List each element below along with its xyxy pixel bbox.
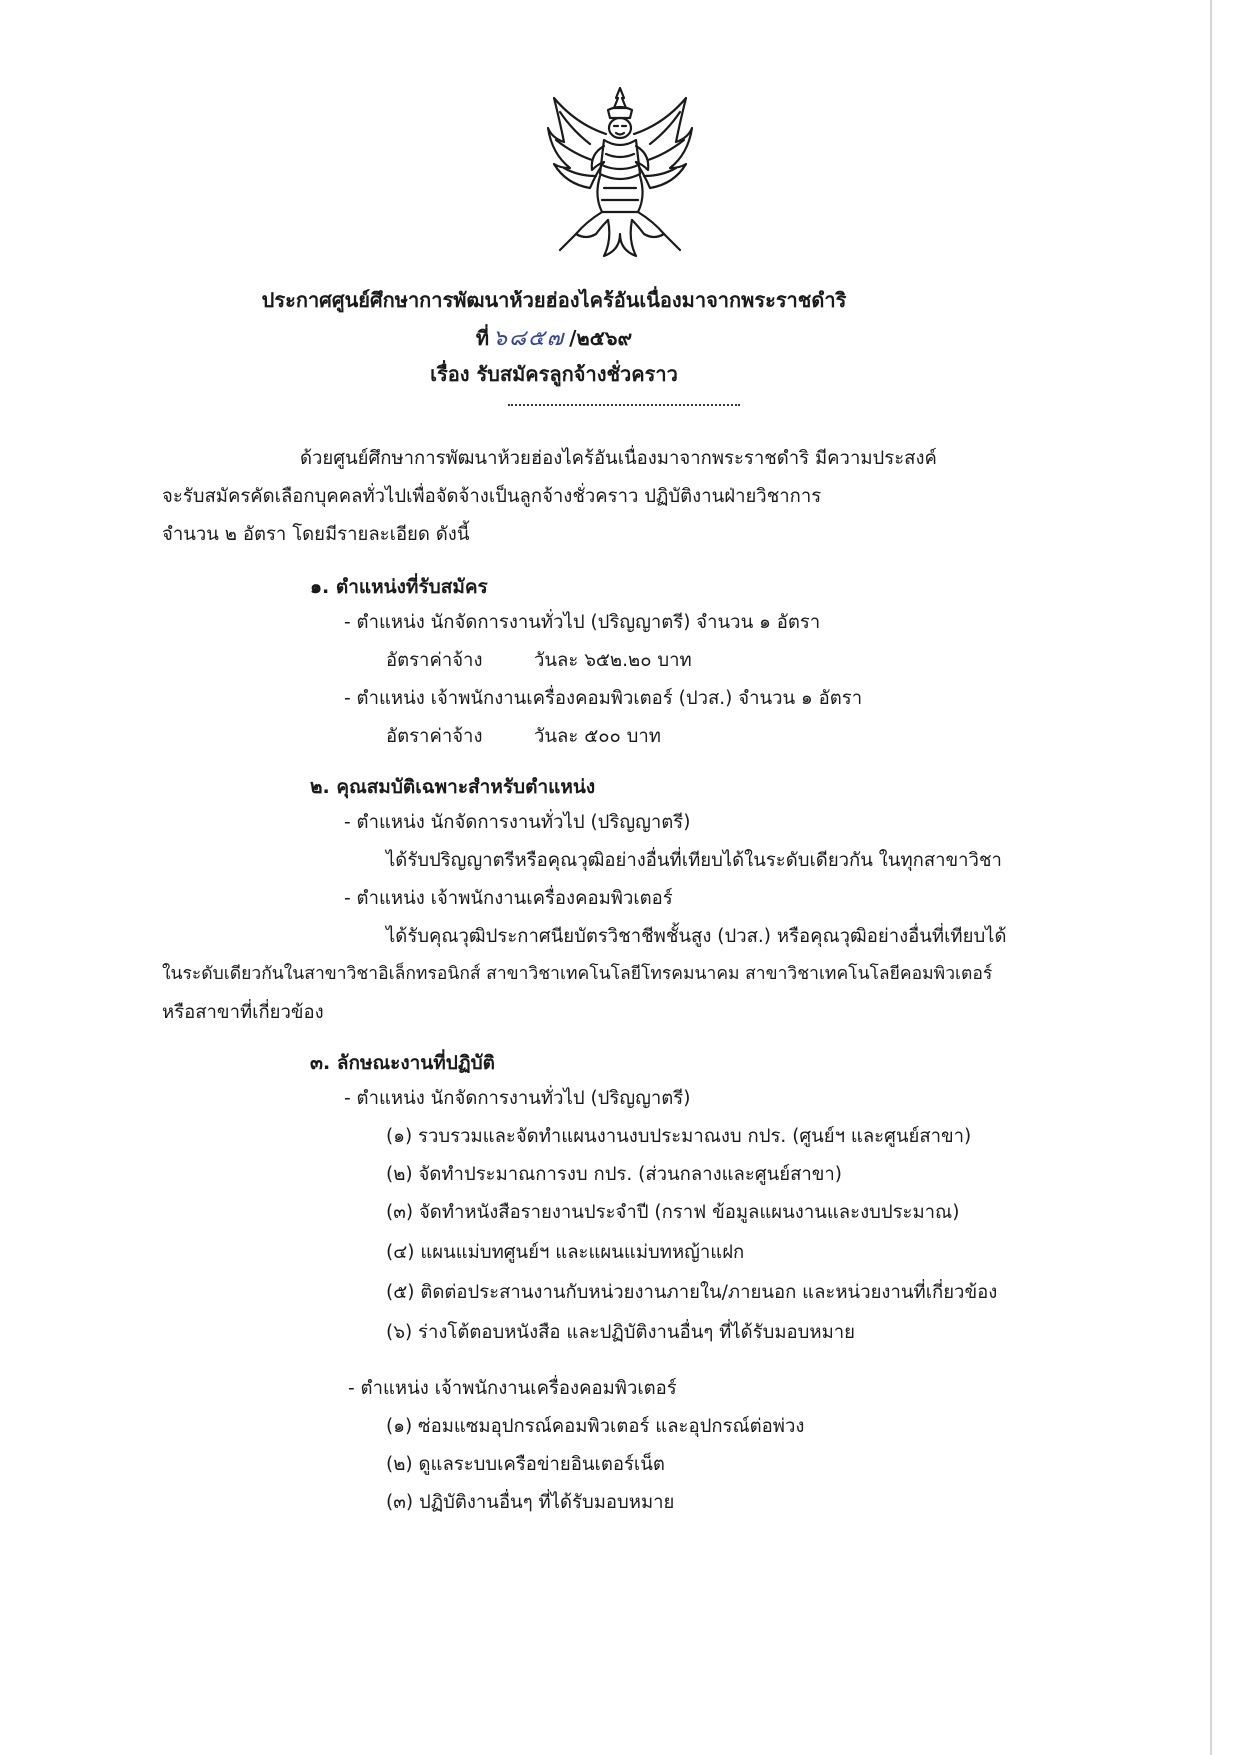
section-heading: ๑. ตำแหน่งที่รับสมัคร	[310, 576, 488, 598]
duty-item: (๒) ดูแลระบบเครือข่ายอินเตอร์เน็ต	[386, 1454, 665, 1475]
scan-edge-line	[1210, 0, 1212, 1755]
qualification-text: ได้รับคุณวุฒิประกาศนียบัตรวิชาชีพชั้นสูง (ปวส.) หรือคุณวุฒิอย่างอื่นที่เทียบได้	[386, 926, 1007, 947]
garuda-emblem-icon	[546, 84, 694, 262]
position-line: - ตำแหน่ง นักจัดการงานทั่วไป (ปริญญาตรี)	[344, 812, 691, 833]
duty-item: (๓) จัดทำหนังสือรายงานประจำปี (กราฟ ข้อมูลแผนงานและงบประมาณ)	[386, 1202, 960, 1223]
wage-value: วันละ ๕๐๐ บาท	[534, 726, 661, 747]
announcement-subject: เรื่อง รับสมัครลูกจ้างชั่วคราว	[430, 362, 678, 386]
duty-item: (๖) ร่างโต้ตอบหนังสือ และปฏิบัติงานอื่นๆ ที่ได้รับมอบหมาย	[386, 1322, 856, 1343]
handwritten-number: ๖๘๕๗	[493, 326, 566, 351]
position-line: - ตำแหน่ง นักจัดการงานทั่วไป (ปริญญาตรี) จำนวน ๑ อัตรา	[344, 612, 821, 633]
qualification-text: หรือสาขาที่เกี่ยวข้อง	[162, 1002, 324, 1023]
number-label: ที่	[475, 326, 490, 350]
duty-item: (๑) ซ่อมแซมอุปกรณ์คอมพิวเตอร์ และอุปกรณ์ต่อพ่วง	[386, 1416, 805, 1437]
duty-item: (๔) แผนแม่บทศูนย์ฯ และแผนแม่บทหญ้าแฝก	[386, 1242, 745, 1263]
number-year: /๒๕๖๙	[569, 326, 633, 350]
position-line: - ตำแหน่ง นักจัดการงานทั่วไป (ปริญญาตรี)	[344, 1088, 691, 1109]
position-line: - ตำแหน่ง เจ้าพนักงานเครื่องคอมพิวเตอร์	[348, 1378, 677, 1399]
position-line: - ตำแหน่ง เจ้าพนักงานเครื่องคอมพิวเตอร์ (ปวส.) จำนวน ๑ อัตรา	[344, 688, 863, 709]
wage-label: อัตราค่าจ้าง	[386, 650, 483, 671]
wage-label: อัตราค่าจ้าง	[386, 726, 483, 747]
qualification-text: ในระดับเดียวกันในสาขาวิชาอิเล็กทรอนิกส์ สาขาวิชาเทคโนโลยีโทรคมนาคม สาขาวิชาเทคโนโลยีคอมพิวเตอร์	[162, 964, 993, 984]
duty-item: (๓) ปฏิบัติงานอื่นๆ ที่ได้รับมอบหมาย	[386, 1492, 675, 1513]
section-heading: ๒. คุณสมบัติเฉพาะสำหรับตำแหน่ง	[310, 776, 596, 798]
dotted-divider	[508, 404, 740, 406]
announcement-number	[0, 320, 1108, 355]
duty-item: (๒) จัดทำประมาณการงบ กปร. (ส่วนกลางและศูนย์สาขา)	[386, 1164, 842, 1185]
duty-item: (๑) รวบรวมและจัดทำแผนงานงบประมาณงบ กปร. (ศูนย์ฯ และศูนย์สาขา)	[386, 1126, 972, 1147]
intro-line: ด้วยศูนย์ศึกษาการพัฒนาห้วยฮ่องไคร้อันเนื่องมาจากพระราชดำริ มีความประสงค์	[300, 448, 937, 469]
position-line: - ตำแหน่ง เจ้าพนักงานเครื่องคอมพิวเตอร์	[344, 888, 673, 909]
wage-value: วันละ ๖๕๒.๒๐ บาท	[534, 650, 692, 671]
intro-line: จะรับสมัครคัดเลือกบุคคลทั่วไปเพื่อจัดจ้างเป็นลูกจ้างชั่วคราว ปฏิบัติงานฝ่ายวิชาการ	[162, 486, 822, 507]
section-heading: ๓. ลักษณะงานที่ปฏิบัติ	[310, 1052, 495, 1074]
announcement-title: ประกาศศูนย์ศึกษาการพัฒนาห้วยฮ่องไคร้อันเนื่องมาจากพระราชดำริ	[261, 288, 847, 312]
duty-item: (๕) ติดต่อประสานงานกับหน่วยงานภายใน/ภายนอก และหน่วยงานที่เกี่ยวข้อง	[386, 1282, 998, 1303]
intro-line: จำนวน ๒ อัตรา โดยมีรายละเอียด ดังนี้	[162, 524, 470, 545]
qualification-text: ได้รับปริญญาตรีหรือคุณวุฒิอย่างอื่นที่เทียบได้ในระดับเดียวกัน ในทุกสาขาวิชา	[386, 850, 1002, 871]
